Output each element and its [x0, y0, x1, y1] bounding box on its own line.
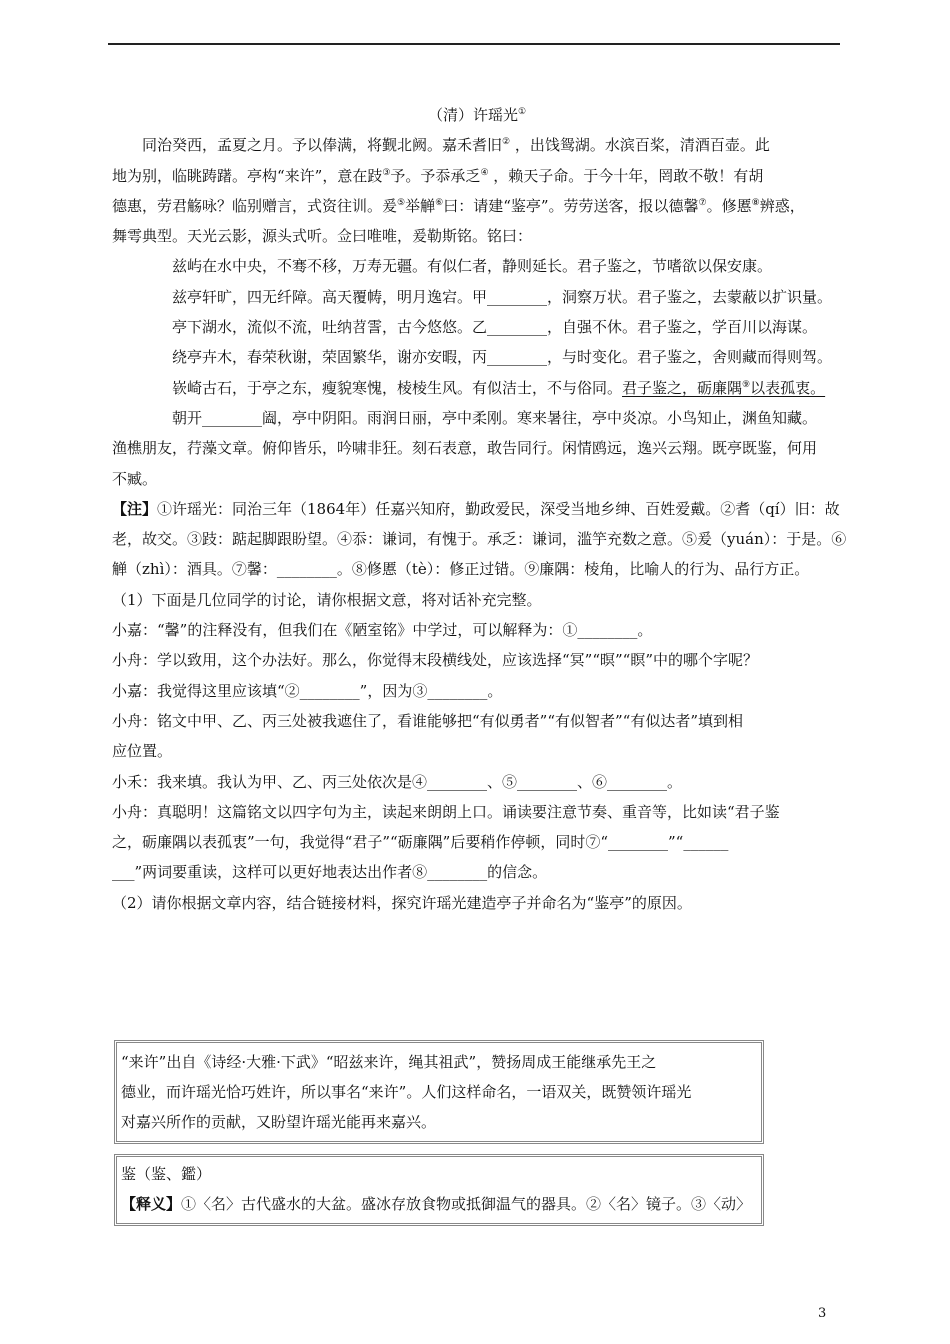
link1-line-1: “来许”出自《诗经·大雅·下武》“昭兹来许，绳其祖武”，赞扬周成王能继承先王之 — [121, 1053, 657, 1071]
notes-line-2: 老，故交。③跂：踮起脚跟盼望。④忝：谦词，有愧于。承乏：谦词，滥竽充数之意。⑤爰（yuán）：于是。⑥ — [112, 530, 847, 549]
link1-line-2: 德业，而许瑶光恰巧姓许，所以事名“来许”。人们这样命名，一语双关，既赞领许瑶光 — [121, 1083, 692, 1101]
dialogue-5: 小禾：我来填。我认为甲、乙、丙三处依次是④________、⑤________、⑥________。 — [112, 772, 683, 791]
notes-label: 【注】 — [112, 499, 158, 518]
question-1: （1）下面是几位同学的讨论，请你根据文意，将对话补充完整。 — [112, 590, 542, 609]
dialogue-3: 小嘉：我觉得这里应该填“②________”，因为③________。 — [112, 681, 503, 700]
preface-line-2: 地为别，临眺踌躇。亭构“来许”，意在跂③予。予忝承乏④ ，赖天子命。于今十年，罔敢不敬！有胡 — [112, 166, 764, 185]
inscription-line-4: 绕亭卉木，春荣秋谢，荣固繁华，谢亦安暇，丙________，与时变化。君子鉴之，舍则藏而得则驾。 — [172, 348, 833, 367]
underlined-sentence: 君子鉴之，砺廉隅⑨以表孤衷。 — [622, 378, 826, 397]
inscription-line-7: 渔樵朋友，荇藻文章。俯仰皆乐，吟啸非狂。刻石表意，敢告同行。闲情鸥远，逸兴云翔。既亭既鉴，何用 — [112, 439, 818, 458]
dialogue-4b: 应位置。 — [112, 742, 173, 761]
link-material-2 — [114, 1154, 764, 1226]
dialogue-2: 小舟：学以致用，这个办法好。那么，你觉得末段横线处，应该选择“冥”“暝”“瞑”中的哪个字呢？ — [112, 651, 759, 670]
document-body — [112, 100, 847, 918]
dialogue-4a: 小舟：铭文中甲、乙、丙三处被我遮住了，看谁能够把“有似勇者”“有似智者”“有似达者”填到相 — [112, 711, 744, 730]
preface-line-4: 舞雩典型。天光云影，源头式听。佥曰唯唯，爰勒斯铭。铭曰： — [112, 227, 533, 246]
note-marker: ① — [517, 107, 527, 117]
inscription-line-2: 兹亭轩旷，四无纤障。高天覆帱，明月逸宕。甲________，洞察万状。君子鉴之，去蒙蔽以扩识量。 — [172, 287, 833, 306]
inscription-line-5: 嵚崎古石，于亭之东，瘦貌寒愧，棱棱生风。有似洁士，不与俗同。君子鉴之，砺廉隅⑨以表孤衷。 — [172, 378, 826, 397]
question-2: （2）请你根据文章内容，结合链接材料，探究许瑶光建造亭子并命名为“鉴亭”的原因。 — [112, 893, 692, 912]
dialogue-6a: 小舟：真聪明！这篇铭文以四字句为主，读起来朗朗上口。诵读要注意节奏、重音等，比如读“君子鉴 — [112, 802, 780, 821]
link-material-1 — [114, 1040, 764, 1144]
page-number: 3 — [818, 1306, 827, 1321]
notes-line-1: 【注】①许瑶光：同治三年（1864年）任嘉兴知府，勤政爱民，深受当地乡绅、百姓爱戴。②耆（qí）旧：故 — [112, 499, 840, 518]
definition-label: 【释义】 — [121, 1195, 182, 1213]
author-name: （清）许瑶光 — [427, 106, 518, 124]
dialogue-1: 小嘉：“馨”的注释没有，但我们在《陋室铭》中学过，可以解释为：①________。 — [112, 621, 653, 640]
inscription-line-8: 不臧。 — [112, 469, 158, 488]
inscription-line-6: 朝开________阖，亭中阴阳。雨润日丽，亭中柔刚。寒来暑往，亭中炎凉。小鸟知止，渊鱼知藏。 — [172, 408, 818, 427]
notes-line-3: 觯（zhì）：酒具。⑦馨：________。⑧修慝（tè）：修正过错。⑨廉隅：棱角，比喻人的行为、品行方正。 — [112, 560, 810, 579]
dialogue-6b: 之，砺廉隅以表孤衷”一句，我觉得“君子”“砺廉隅”后要稍作停顿，同时⑦“________”“______ — [112, 833, 729, 852]
dialogue-6c: ___”两词要重读，这样可以更好地表达出作者⑧________的信念。 — [112, 863, 548, 882]
inscription-line-1: 兹屿在水中央，不骞不移，万寿无疆。有似仁者，静则延长。君子鉴之，节嗜欲以保安康。 — [172, 257, 773, 276]
author-title — [112, 100, 842, 130]
link2-line-2: 【释义】①〈名〉古代盛水的大盆。盛冰存放食物或抵御温气的器具。②〈名〉镜子。③〈动〉 — [121, 1195, 752, 1213]
link1-line-3: 对嘉兴所作的贡献，又盼望许瑶光能再来嘉兴。 — [121, 1113, 437, 1131]
preface-line-1: 同治癸西，孟夏之月。予以俸满，将觐北阙。嘉禾耆旧② ，出饯鸳湖。水滨百桨，清酒百壶。此 — [142, 136, 770, 155]
preface-line-3: 德惠，劳君觞咏？临别赠言，式资往训。爰⑤举觯⑥曰：请建“鉴亭”。劳劳送客，报以德馨⑦。修慝⑧辨惑， — [112, 196, 805, 215]
link2-line-1: 鉴（鉴、鑑） — [121, 1165, 212, 1183]
inscription-line-3: 亭下湖水，流似不流，吐纳苕霅，古今悠悠。乙________，自强不休。君子鉴之，学百川以海谋。 — [172, 318, 818, 337]
header-rule — [108, 43, 840, 45]
